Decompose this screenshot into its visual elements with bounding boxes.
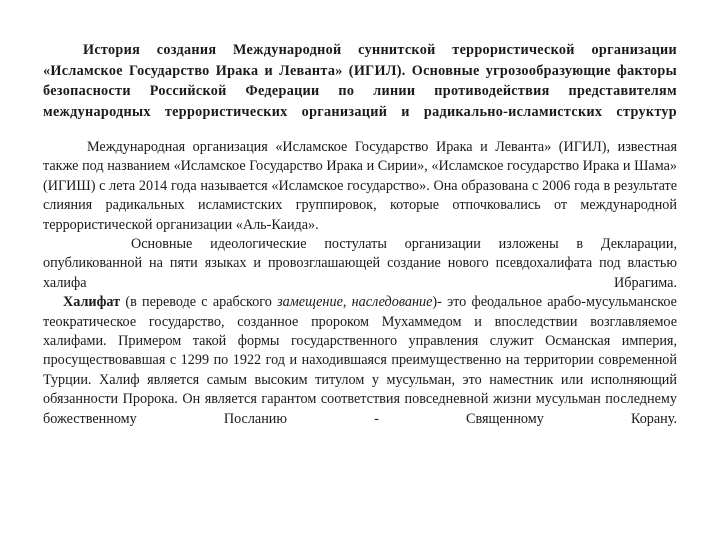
paragraph-caliphate bbox=[43, 293, 677, 429]
document-heading: История создания Международной суннитской террористической организации «Исламское Государство Ирака и Леванта» (ИГИЛ). Основные угрозообразующие факторы безопасности Российской Федерации по линии противодействия представителям международных террористических организаций и радикально-исламистских структур bbox=[43, 42, 677, 120]
paragraph-ideology: Основные идеологические постулаты организации изложены в Декларации, опубликованной на пяти языках и провозглашающей создание нового псевдохалифата под властью халифа Ибрагима. bbox=[43, 236, 677, 291]
caliphate-translation: замещение, наследование bbox=[277, 294, 433, 311]
document-body bbox=[43, 138, 677, 429]
caliphate-term: Халифат bbox=[63, 294, 121, 311]
caliphate-open: (в переводе с арабского bbox=[120, 294, 278, 311]
caliphate-definition: )- это феодальное арабо-мусульманское теократическое государство, созданное пророком Мухаммедом и впоследствии возглавляемое халифами. Примером такой формы государственного управления служит Османская империя, просуществовавшая с 1299 по 1922 год и находившаяся преимущественно на территории современной Турции. Халиф является самым высоким титулом у мусульман, это наместник или исполняющий обязанности Пророка. Он является гарантом соответствия повседневной жизни мусульман последнему божественному Посланию - Священному Корану. bbox=[43, 294, 677, 427]
paragraph-isil-intro: Международная организация «Исламское Государство Ирака и Леванта» (ИГИЛ), известная также под названием «Исламское Государство Ирака и Сирии», «Исламское государство Ирака и Шама» (ИГИШ) с лета 2014 года называется «Исламское государство». Она образована с 2006 года в результате слияния радикальных исламистских группировок, которые отпочковались от международной террористической организации «Аль-Каида». bbox=[43, 139, 677, 233]
document-page bbox=[43, 40, 677, 429]
